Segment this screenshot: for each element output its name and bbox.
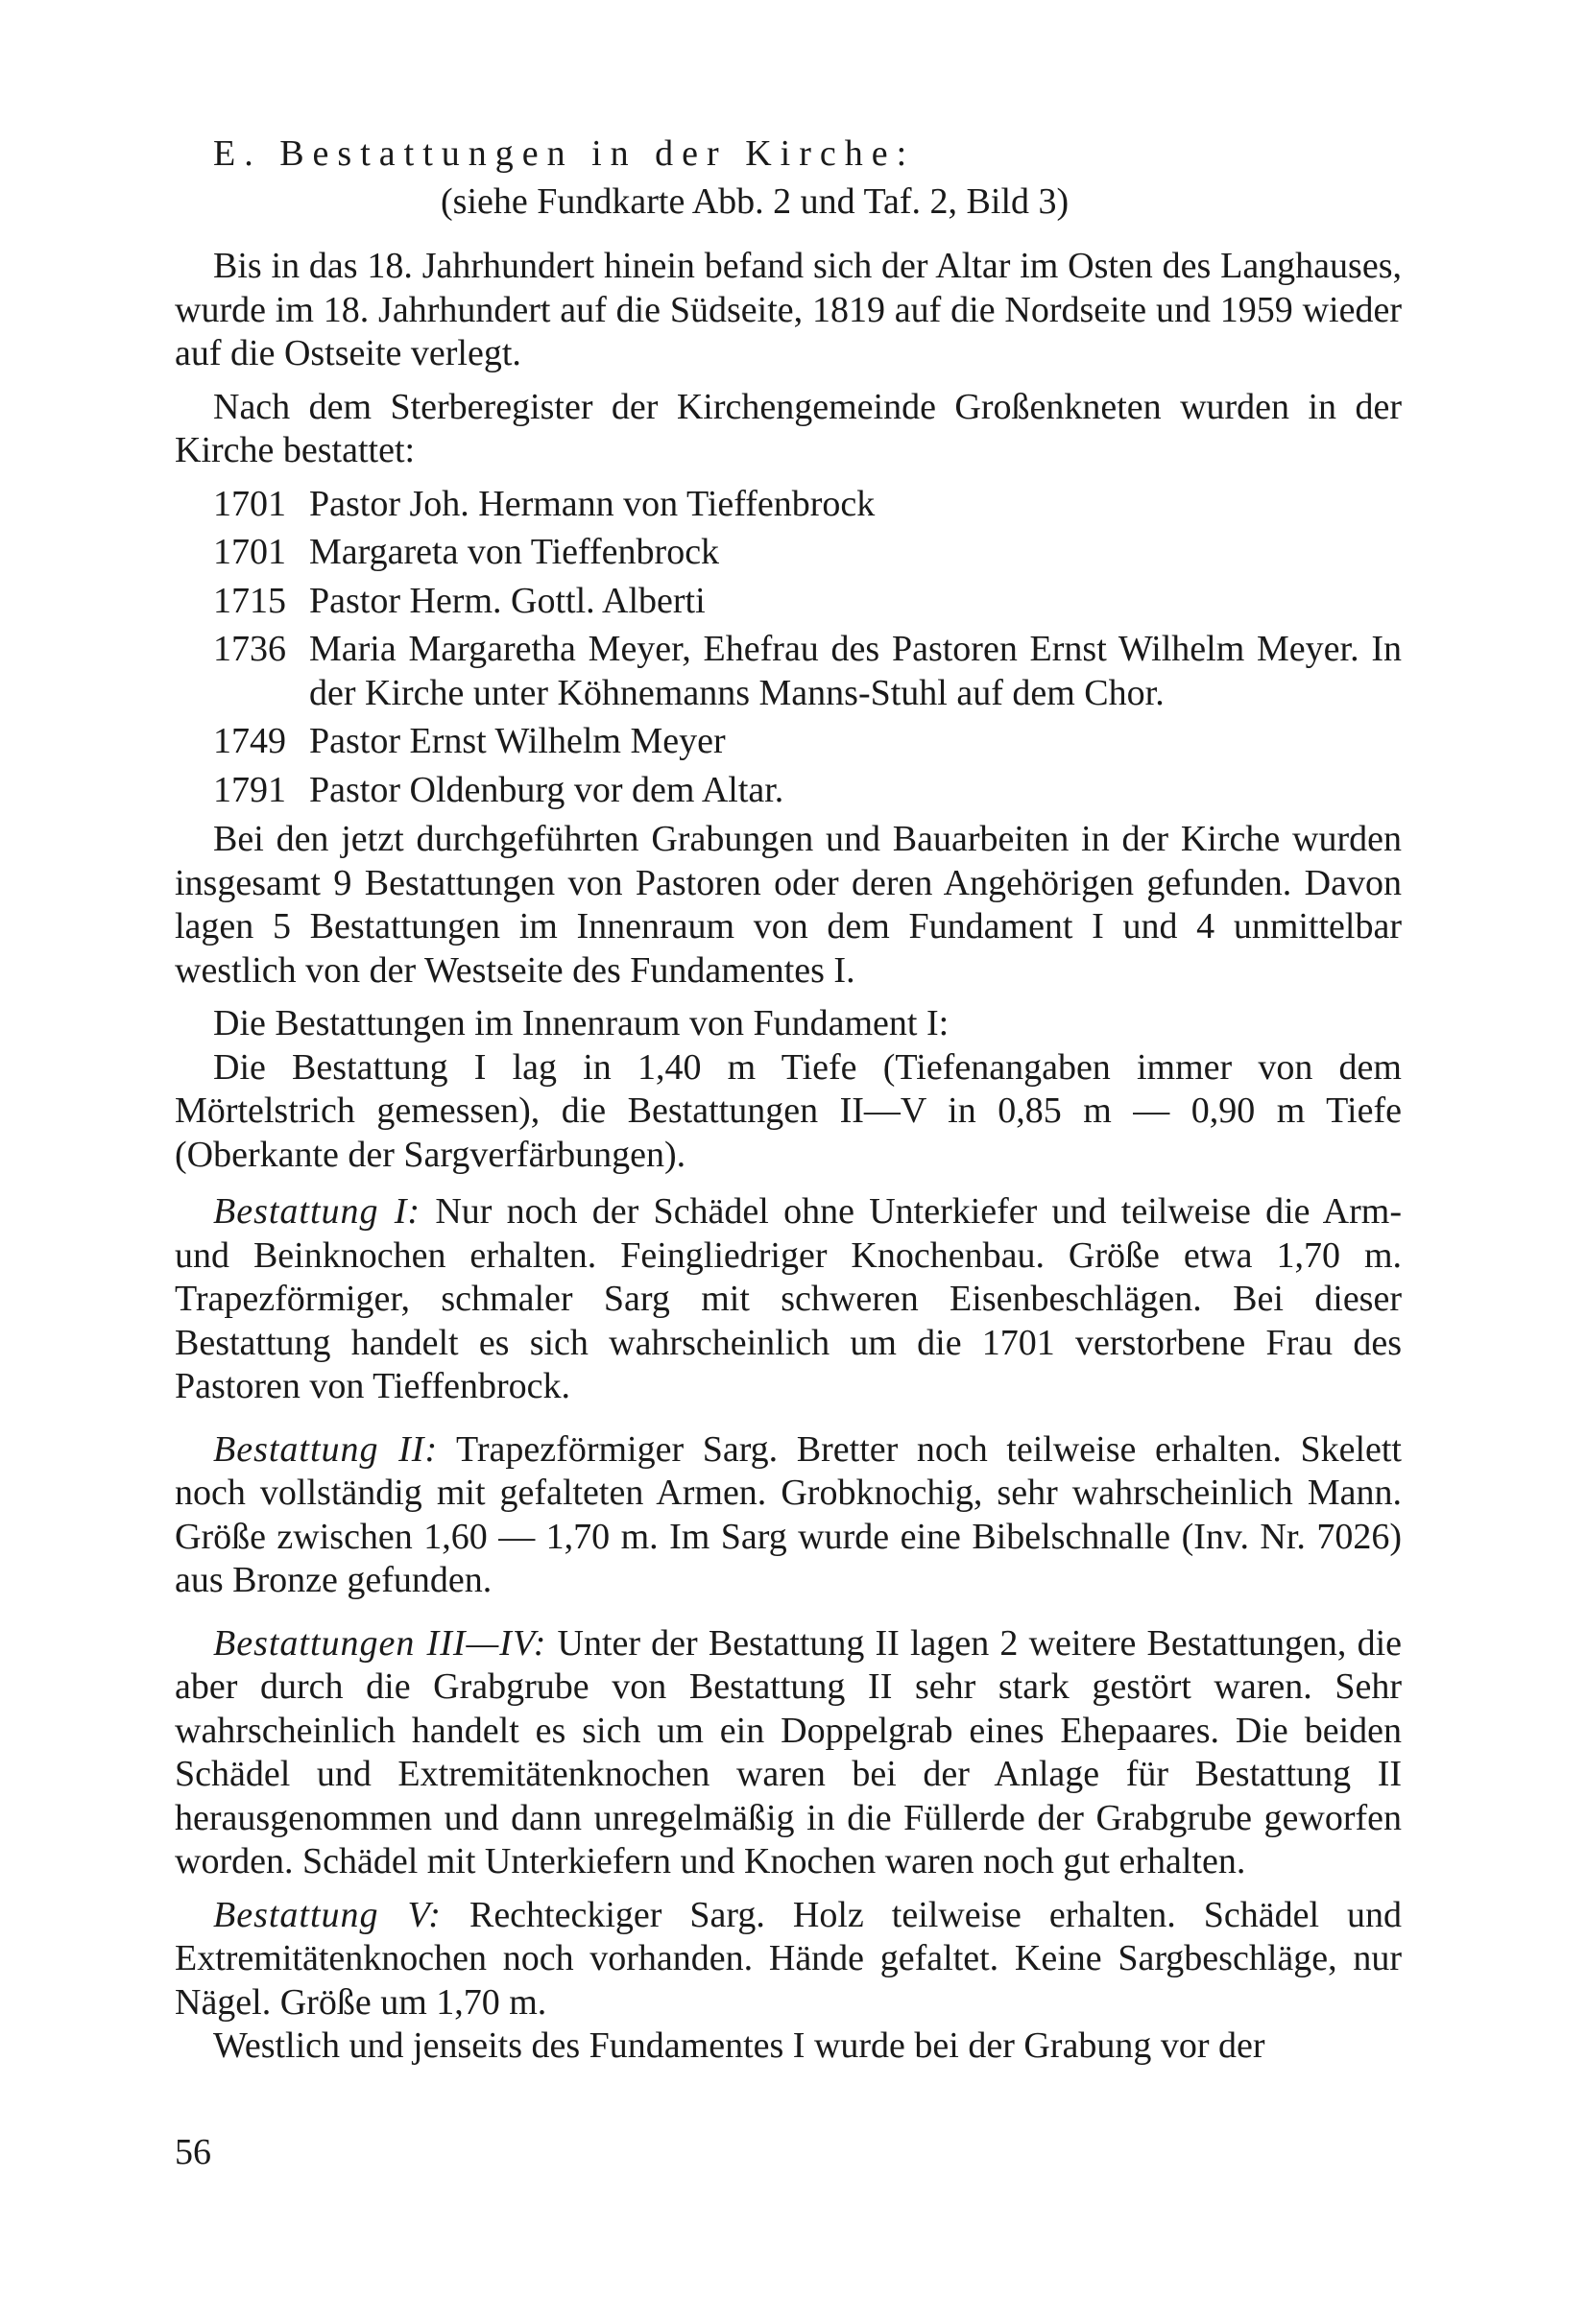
entry-text: Pastor Ernst Wilhelm Meyer [309, 721, 726, 761]
paragraph-interior-heading: Die Bestattungen im Innenraum von Fundament I: [213, 1003, 950, 1043]
burial-register-list [213, 483, 1402, 813]
register-entry [213, 531, 1402, 575]
burial-label: Bestattungen III—IV: [213, 1622, 547, 1664]
paragraph-excavation: Bei den jetzt durchgeführten Grabungen und Bauarbeiten in der Kirche wurden insgesamt 9 Bestattungen von Pastoren oder deren Angehörigen gefunden. Davon lagen 5 Bestattungen im Innenraum von dem Fundament I und 4 unmittelbar westlich von der Westseite des Fundamentes I. [175, 819, 1402, 991]
entry-text: Pastor Joh. Hermann von Tieffenbrock [309, 483, 876, 524]
paragraph-depth: Die Bestattung I lag in 1,40 m Tiefe (Tiefenangaben immer von dem Mörtelstrich gemessen), die Bestattungen II—V in 0,85 m — 0,90 m Tiefe (Oberkante der Sargverfärbungen). [175, 1046, 1402, 1175]
paragraph-west: Westlich und jenseits des Fundamentes I wurde bei der Grabung vor der [213, 2025, 1265, 2066]
entry-year: 1701 [213, 483, 286, 524]
burial-2-paragraph [175, 1428, 1402, 1603]
entry-text: Maria Margaretha Meyer, Ehefrau des Pastoren Ernst Wilhelm Meyer. In der Kirche unter Köhnemanns Manns-Stuhl auf dem Chor. [309, 629, 1402, 713]
entry-text: Pastor Herm. Gottl. Alberti [309, 580, 706, 621]
page-number: 56 [175, 2132, 211, 2172]
burial-5-paragraph [175, 1894, 1402, 2025]
text-column [175, 132, 1402, 2069]
entry-year: 1749 [213, 721, 286, 761]
entry-year: 1791 [213, 769, 286, 810]
register-entry [213, 720, 1402, 764]
paragraph-altar: Bis in das 18. Jahrhundert hinein befand sich der Altar im Osten des Langhauses, wurde im 18. Jahrhundert auf die Südseite, 1819 auf die Nordseite und 1959 wieder auf die Ostseite verlegt. [175, 246, 1402, 373]
burial-text: Rechteckiger Sarg. Holz teilweise erhalten. Schädel und Extremitätenknochen noch vorhanden. Hände gefaltet. Keine Sargbeschläge, nur Nägel. Größe um 1,70 m. [175, 1894, 1403, 2023]
section-subheading: (siehe Fundkarte Abb. 2 und Taf. 2, Bild 3) [441, 180, 1070, 222]
burial-text: Trapezförmiger Sarg. Bretter noch teilweise erhalten. Skelett noch vollständig mit gefalteten Armen. Grobknochig, sehr wahrscheinlich Mann. Größe zwischen 1,60 — 1,70 m. Im Sarg wurde eine Bibelschnalle (Inv. Nr. 7026) aus Bronze gefunden. [175, 1428, 1402, 1600]
register-entry [213, 769, 1402, 813]
entry-text: Margareta von Tieffenbrock [309, 532, 720, 572]
burial-label: Bestattung II: [213, 1428, 439, 1470]
entry-year: 1715 [213, 580, 286, 621]
burial-label: Bestattung V: [213, 1894, 442, 1935]
burial-text: Unter der Bestattung II lagen 2 weitere Bestattungen, die aber durch die Grabgrube von Bestattung II sehr stark gestört waren. Sehr wahrscheinlich handelt es sich um ein Doppelgrab eines Ehepaares. Die beiden Schädel und Extremitätenknochen waren bei der Anlage für Bestattung II herausgenommen und dann unregelmäßig in die Füllerde der Grabgrube geworfen worden. Schädel mit Unterkiefern und Knochen waren noch gut erhalten. [175, 1622, 1402, 1881]
register-entry [213, 628, 1402, 715]
entry-text: Pastor Oldenburg vor dem Altar. [309, 769, 784, 810]
register-entry [213, 580, 1402, 624]
burial-text: Nur noch der Schädel ohne Unterkiefer und teilweise die Arm- und Beinknochen erhalten. Feingliedriger Knochenbau. Größe etwa 1,70 m. Trapezförmiger, schmaler Sarg mit schweren Eisenbeschlägen. Bei dieser Bestattung handelt es sich wahrscheinlich um die 1701 verstorbene Frau des Pastoren von Tieffenbrock. [175, 1191, 1402, 1406]
paragraph-register: Nach dem Sterberegister der Kirchengemeinde Großenkneten wurden in der Kirche bestattet: [175, 386, 1402, 470]
entry-year: 1736 [213, 629, 286, 669]
burial-label: Bestattung I: [213, 1191, 421, 1232]
register-entry [213, 483, 1402, 527]
section-heading: E. Bestattungen in der Kirche: [213, 133, 916, 174]
entry-year: 1701 [213, 532, 286, 572]
burial-1-paragraph [175, 1190, 1402, 1409]
burial-3-4-paragraph [175, 1622, 1402, 1884]
